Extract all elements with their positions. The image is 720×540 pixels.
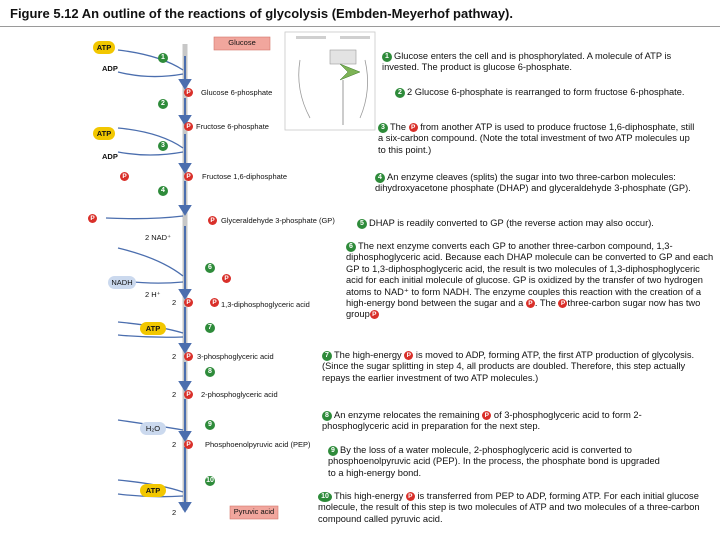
step-number-icon: 4 <box>375 173 385 183</box>
phosphate-icon: P <box>184 172 193 181</box>
step-6-post: three-carbon sugar now has two group <box>346 298 701 320</box>
phosphate-icon: P <box>406 492 415 501</box>
step-number-icon: 6 <box>346 242 356 252</box>
diagram-step-2-icon: 2 <box>158 99 168 109</box>
multiplier-label: 2 <box>172 352 177 361</box>
multiplier-label: 2 <box>172 298 177 307</box>
phosphate-icon: P <box>482 411 491 420</box>
diagram-step-8-icon: 8 <box>205 367 215 377</box>
compound-f16bp: Fructose 1,6-diphosphate <box>202 172 288 181</box>
nad-label: 2 NAD⁺ <box>145 233 172 242</box>
phosphate-icon: P <box>184 122 193 131</box>
step-2-body: 2 Glucose 6-phosphate is rearranged to form fructose 6-phosphate. <box>407 87 685 97</box>
diagram-step-10-icon: 10 <box>206 477 214 484</box>
diagram-step-1-icon: 1 <box>158 53 168 63</box>
compound-gp: Glyceraldehyde 3-phosphate (GP) <box>221 216 335 225</box>
step-6-text <box>346 241 714 321</box>
step-6-mid: . The <box>534 298 559 309</box>
nadh-badge: NADH <box>108 276 136 289</box>
step-number-icon: 10 <box>318 492 332 502</box>
phosphate-icon: P <box>409 123 418 132</box>
phosphate-icon: P <box>558 299 567 308</box>
step-number-icon: 5 <box>357 219 367 229</box>
phosphate-icon: P <box>208 216 217 225</box>
glucose-label: Glucose <box>228 38 256 47</box>
compound-pep: Phosphoenolpyruvic acid (PEP) <box>205 440 311 449</box>
step-number-icon: 2 <box>395 88 405 98</box>
adp-label-2: ADP <box>102 152 118 161</box>
diagram-step-9-icon: 9 <box>205 420 215 430</box>
step-4-body: An enzyme cleaves (splits) the sugar into two three-carbon molecules: dihydroxyacetone phosphate (DHAP) and glyceraldehyde 3-phosphate (GP). <box>375 172 691 194</box>
step-3-pre: The <box>390 122 409 132</box>
step-4-text <box>375 172 700 195</box>
step-9-body: By the loss of a water molecule, 2-phosphoglyceric acid is converted to phosphoenolpyruvic acid (PEP). In the process, the phosphate bond is upgraded to a high-energy bond. <box>328 445 660 478</box>
step-number-icon: 1 <box>382 52 392 62</box>
h-label: 2 H⁺ <box>145 290 161 299</box>
step-1-body: Glucose enters the cell and is phosphorylated. A molecule of ATP is invested. The product is glucose 6-phosphate. <box>382 51 672 73</box>
atp-badge-1: ATP <box>93 41 115 54</box>
adp-label-1: ADP <box>102 64 118 73</box>
step-2-text <box>395 87 695 98</box>
step-8-post: of 3-phosphoglyceric acid to form 2-phosphoglyceric acid in preparation for the next step. <box>322 410 642 432</box>
compound-g6p: Glucose 6-phosphate <box>201 88 273 97</box>
step-7-pre: The high-energy <box>334 350 405 360</box>
step-3-post: from another ATP is used to produce fructose 1,6-diphosphate, still a six-carbon compound. (Note the total investment of two ATP molecules up to this point.) <box>378 122 695 155</box>
step-number-icon: 9 <box>328 446 338 456</box>
atp-badge-3: ATP <box>140 322 166 335</box>
figure-title: Figure 5.12 An outline of the reactions of glycolysis (Embden-Meyerhof pathway). <box>10 6 513 21</box>
step-9-text <box>328 445 668 479</box>
phosphate-icon: P <box>526 299 535 308</box>
step-10-post: is transferred from PEP to ADP, forming ATP. For each initial glucose molecule, the result of this step is two molecules of ATP and two molecules of a three-carbon compound called pyruvic acid. <box>318 491 700 524</box>
phosphate-icon: P <box>184 390 193 399</box>
step-number-icon: 8 <box>322 411 332 421</box>
step-number-icon: 3 <box>378 123 388 133</box>
step-6-pre: The next enzyme converts each GP to another three-carbon compound, 1,3-diphosphoglyceric acid. Because each DHAP molecule can be converted to GP and each GP to 1,3-diphosphoglyceric acid, the result is two molecules of 1,3-diphosphoglyceric acid for each initial molecule of glucose. GP is oxidized by the transfer of two hydrogen atoms to NAD⁺ to form NADH. The enzyme couples this reaction with the creation of a high-energy bond between the sugar and a <box>346 241 714 309</box>
compound-f6p: Fructose 6-phosphate <box>196 122 269 131</box>
phosphate-icon: P <box>404 351 413 360</box>
step-8-pre: An enzyme relocates the remaining <box>334 410 483 420</box>
atp-badge-4: ATP <box>140 484 166 497</box>
step-3-text <box>378 122 698 156</box>
phosphate-icon: P <box>210 298 219 307</box>
phosphate-icon: P <box>184 352 193 361</box>
multiplier-label: 2 <box>172 440 177 449</box>
compound-3pga: 3-phosphoglyceric acid <box>197 352 274 361</box>
phosphate-icon: P <box>184 440 193 449</box>
step-5-body: DHAP is readily converted to GP (the reverse action may also occur). <box>369 218 654 228</box>
overview-inset <box>285 32 375 130</box>
step-5-text <box>357 218 707 229</box>
diagram-step-3-icon: 3 <box>158 141 168 151</box>
step-7-text <box>322 350 714 384</box>
step-7-post: is moved to ADP, forming ATP, the first ATP production of glycolysis. (Since the sugar splitting in step 4, all products are doubled. Therefore, this step actually repays the earlier investment of two ATP molecules.) <box>322 350 695 383</box>
step-10-text <box>318 491 713 525</box>
water-badge: H₂O <box>140 422 166 435</box>
multiplier-label: 2 <box>172 508 177 517</box>
phosphate-icon: P <box>370 310 379 319</box>
phosphate-icon: P <box>184 298 193 307</box>
atp-badge-2: ATP <box>93 127 115 140</box>
step-8-text <box>322 410 702 433</box>
phosphate-icon: P <box>120 172 129 181</box>
compound-2pga: 2-phosphoglyceric acid <box>201 390 278 399</box>
diagram-step-6-icon: 6 <box>205 263 215 273</box>
diagram-step-4-icon: 4 <box>158 186 168 196</box>
step-10-pre: This high-energy <box>334 491 406 501</box>
step-1-text <box>382 51 702 74</box>
compound-bpg: 1,3-diphosphoglyceric acid <box>221 300 310 309</box>
phosphate-icon: P <box>88 214 97 223</box>
phosphate-icon: P <box>184 88 193 97</box>
multiplier-label: 2 <box>172 390 177 399</box>
step-number-icon: 7 <box>322 351 332 361</box>
pyruvic-acid-label: Pyruvic acid <box>233 507 275 516</box>
phosphate-icon: P <box>222 274 231 283</box>
diagram-step-7-icon: 7 <box>205 323 215 333</box>
